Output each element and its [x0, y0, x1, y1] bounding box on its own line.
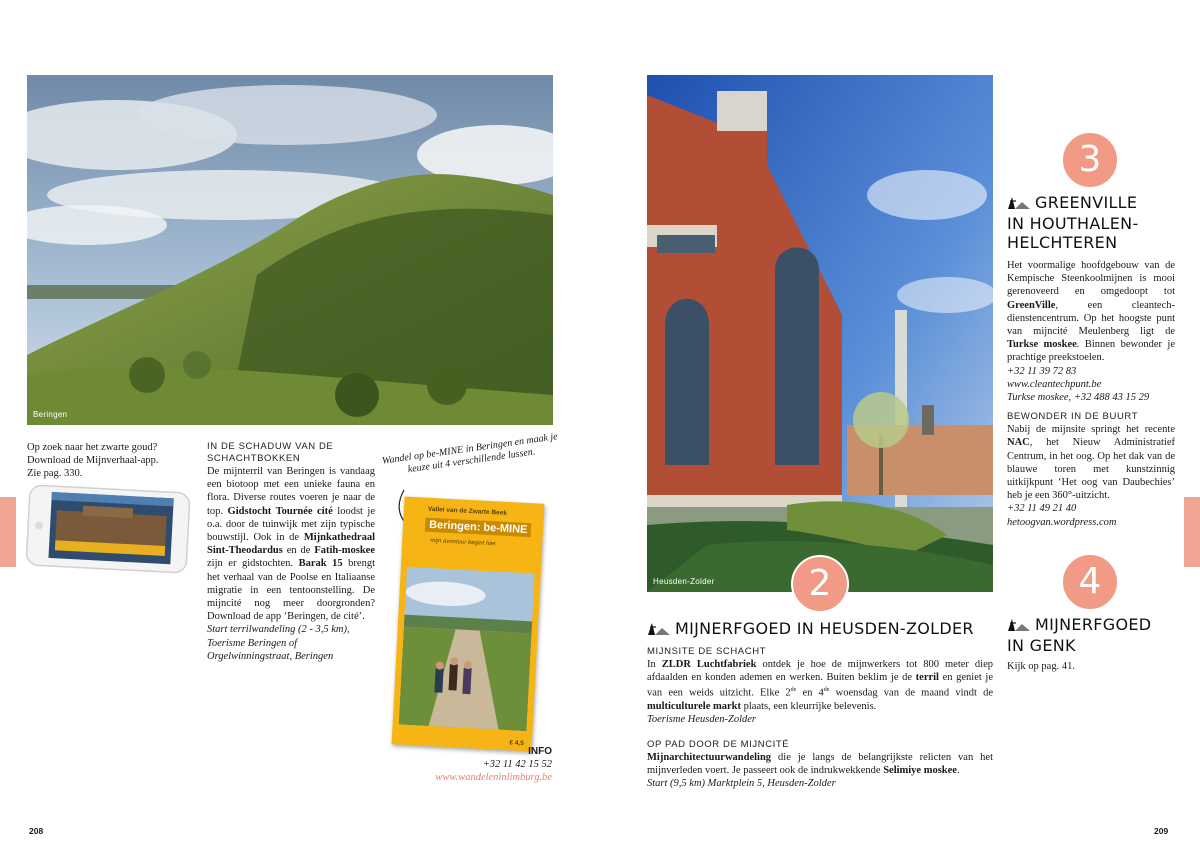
fatih-moskee-bold: Fatih-moskee [314, 545, 375, 557]
info-phone: +32 11 42 15 52 [482, 759, 552, 770]
heusden-zolder-body [647, 646, 993, 790]
number-4-badge: 4 [1061, 553, 1119, 611]
number-2-badge: 2 [791, 555, 849, 613]
marktplein-start: Start (9,5 km) Marktplein 5, Heusden-Zolder [647, 777, 836, 789]
nac-bold: NAC [1007, 437, 1030, 449]
markt-bold: multiculturele markt [647, 701, 741, 713]
schachtbokken-body [207, 465, 375, 623]
body-text: brengt het verhaal van de Poolse en Italiaanse migratie in een tentoonstelling. De mijncité nog meer doorgronden? Download de app ‘Beringen, de cité’. [207, 558, 376, 623]
body-text: , het Nieuw Administratief Centrum, in het oog. Op het dak van de blauwe toren met kunstzinnig uitkijkpunt ‘Het oog van Daubechies’ heb je een 360°-uitzicht. [1007, 437, 1175, 502]
mijnsite-kicker: MIJNSITE DE SCHACHT [647, 646, 767, 657]
mine-shaft-icon [647, 621, 671, 640]
hetoog-url[interactable]: hetoogvan.wordpress.com [1007, 516, 1117, 528]
mijncite-text [647, 751, 993, 777]
genk-text: Kijk op pag. 41. [1007, 661, 1075, 672]
mijncite-kicker: OP PAD DOOR DE MIJNCITÉ [647, 738, 790, 750]
bewonder-kicker: BEWONDER IN DE BUURT [1007, 411, 1139, 423]
body-text: die je langs de belangrijkste relicten van het mijnverleden voert. Je passeert ook de indrukwekkende [647, 751, 993, 776]
body-text: De mijnterril van Beringen is vandaag een biotoop met een unieke fauna en flora. Diverse routes voeren je naar de top. [207, 466, 375, 517]
intro-line-3: Zie pag. 330. [27, 468, 83, 480]
mijnverhaal-app-phone [22, 485, 194, 575]
greenville-body [1007, 259, 1175, 529]
orgelwinningstraat: Orgelwinningstraat, Beringen [207, 650, 334, 662]
body-text: plaats, een kleurrijke belevenis. [741, 701, 877, 713]
body-text: , een cleantech-dienstencentrum. Op het hoogste punt van mijncité Meulenberg ligt de [1007, 299, 1175, 338]
mine-shaft-icon [1007, 195, 1031, 214]
brochure-title: Beringen: be-MINE [425, 518, 532, 538]
schachtbokken-kicker-line-2: SCHACHTBOKKEN [207, 453, 301, 464]
body-text: zijn er gidstochten. [207, 558, 299, 570]
body-text: . [956, 764, 960, 776]
tournee-cite-bold: Gidstocht Tournée cité [227, 505, 333, 517]
greenville-phone: +32 11 39 72 83 [1007, 365, 1077, 377]
turkse-moskee-phone: Turkse moskee, +32 488 43 15 29 [1007, 392, 1150, 404]
heusden-photo-caption: Heusden-Zolder [653, 577, 715, 586]
superscript: de [823, 687, 830, 694]
body-text: Het voormalige hoofdgebouw van de Kempische Steenkoolmijnen is mooi gerenoveerd en omgedoopt tot [1007, 260, 1175, 298]
beringen-photo-caption: Beringen [33, 410, 68, 419]
greenville-url[interactable]: www.cleantechpunt.be [1007, 378, 1102, 390]
body-text: woensdag van de maand vindt de [829, 687, 993, 699]
info-url[interactable]: www.wandeleninlimburg.be [435, 772, 552, 784]
handwritten-note: Wandel op be-MINE in Beringen en maak je keuze uit 4 verschillende lussen. [381, 431, 559, 476]
brochure-top-label: Vallei van de Zwarte Beek [427, 505, 508, 517]
greenville-text [1007, 259, 1175, 365]
mijnverhaal-intro [27, 441, 197, 481]
body-text: loodst je o.a. door de tuinwijk met zijn typische bouwstijl. Ook in de [207, 505, 376, 544]
greenville-heading [1007, 193, 1187, 252]
left-side-tab [0, 497, 16, 567]
genk-heading-line-2: IN GENK [1007, 636, 1076, 655]
number-3-badge: 3 [1061, 131, 1119, 189]
body-text: en geniet je van een weids uitzicht. Elke 2 [647, 672, 993, 699]
schachtbokken-section [207, 441, 375, 663]
brochure-photo [399, 567, 535, 731]
brochure-subtitle: mijn avontuur begint hier [430, 537, 497, 548]
brochure-price: € 4,5 [509, 739, 525, 748]
heading-text: GREENVILLE [1035, 193, 1138, 212]
intro-line-1: Op zoek naar het zwarte goud? [27, 442, 158, 453]
nac-text [1007, 423, 1175, 502]
greenville-bold: GreenVille [1007, 299, 1056, 311]
heusden-zolder-heading [647, 619, 1007, 640]
body-text: en 4 [796, 687, 824, 699]
toerisme-heusden-zolder: Toerisme Heusden-Zolder [647, 714, 756, 726]
nac-phone: +32 11 49 21 40 [1007, 503, 1077, 515]
barak-15-bold: Barak 15 [298, 558, 343, 570]
terrilwandeling-start: Start terrilwandeling (2 - 3,5 km), [207, 624, 350, 636]
zldr-bold: ZLDR Luchtfabriek [661, 659, 757, 670]
heading-text: MIJNERFGOED IN HEUSDEN-ZOLDER [675, 619, 974, 638]
right-page-number: 209 [1154, 826, 1169, 836]
mijnkathedraal-bold: Mijnkathedraal Sint-Theodardus [207, 532, 375, 557]
right-side-tab [1184, 497, 1200, 567]
info-label: INFO [528, 746, 552, 757]
body-text: ontdek je hoe de mijnwerkers tot 800 meter diep afdaalden en konden ademen en werken. Buiten beklim je de [647, 659, 993, 684]
beringen-terril-photo [27, 75, 553, 425]
mine-shaft-icon [1007, 617, 1031, 636]
selimiye-bold: Selimiye moskee [883, 764, 957, 776]
mijnsite-text [647, 658, 993, 713]
greenville-heading-line-2: IN HOUTHALEN- [1007, 214, 1139, 233]
body-text: en de [282, 545, 315, 557]
genk-heading [1007, 615, 1187, 655]
greenville-heading-line-1 [1007, 193, 1187, 214]
body-text: . Binnen bewonder je prachtige preekstoelen. [1007, 339, 1175, 364]
greenville-heading-line-3: HELCHTEREN [1007, 233, 1118, 252]
superscript: de [790, 687, 797, 694]
toerisme-beringen: Toerisme Beringen of [207, 637, 298, 649]
wandeling-bold: Mijnarchitectuurwandeling [647, 751, 772, 763]
left-page-number: 208 [29, 826, 44, 836]
zldr-luchtfabriek-photo [647, 75, 993, 592]
info-block [400, 745, 552, 784]
genk-heading-line-1 [1007, 615, 1187, 636]
heading-text: MIJNERFGOED [1035, 615, 1152, 634]
terril-bold: terril [915, 672, 939, 684]
intro-line-2: Download de Mijnverhaal-app. [27, 455, 159, 467]
schachtbokken-kicker-line-1: IN DE SCHADUW VAN DE [207, 441, 334, 452]
be-mine-brochure [392, 497, 545, 752]
turkse-moskee-bold: Turkse moskee [1007, 339, 1077, 351]
body-text: In [647, 659, 662, 670]
body-text: Nabij de mijnsite springt het recente [1007, 424, 1175, 436]
